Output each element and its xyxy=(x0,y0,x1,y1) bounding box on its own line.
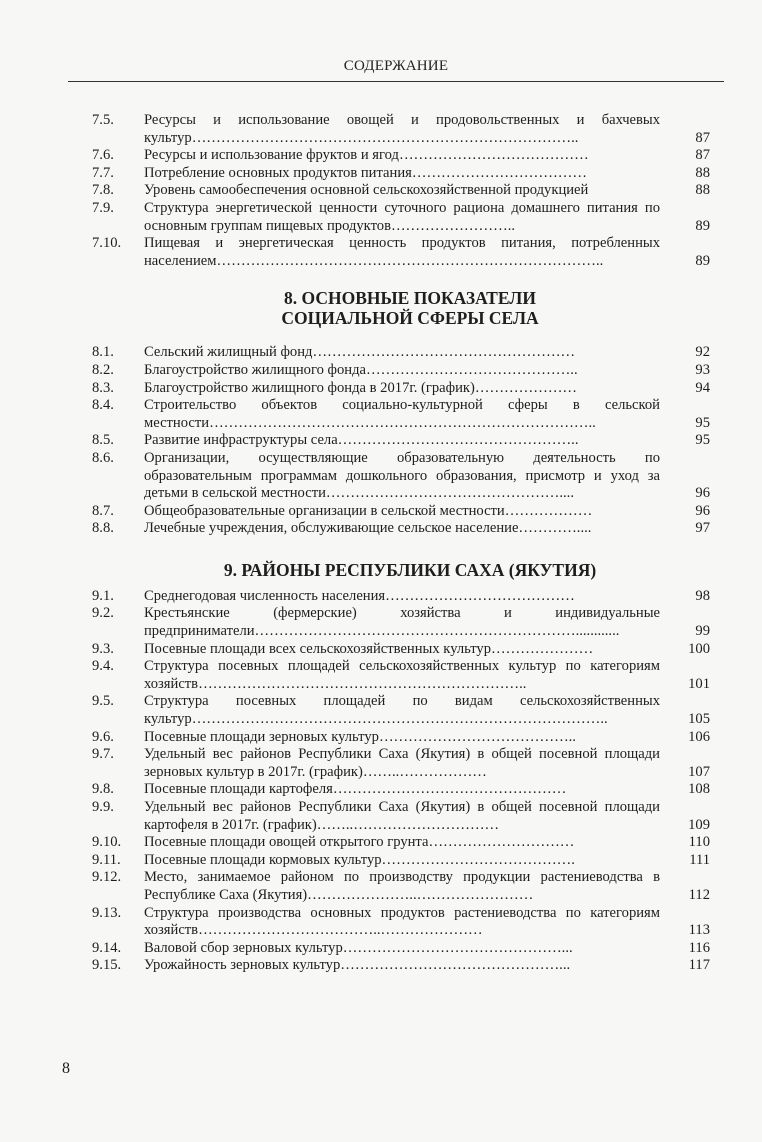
toc-entry[interactable] xyxy=(70,450,710,503)
entry-page: 87 xyxy=(695,129,710,146)
entry-page: 94 xyxy=(695,379,710,396)
entry-number: 9.1. xyxy=(92,587,114,604)
section-8-entries xyxy=(70,344,710,538)
entry-title: Развитие инфраструктуры села………………………………………….. xyxy=(144,432,579,449)
toc-entry[interactable] xyxy=(70,380,710,398)
toc-entry[interactable] xyxy=(70,397,710,432)
entry-number: 9.3. xyxy=(92,640,114,657)
entry-title: Посевные площади овощей открытого грунта………………………… xyxy=(144,834,575,851)
entry-number: 7.6. xyxy=(92,147,114,164)
entry-number: 8.7. xyxy=(92,502,114,519)
entry-number: 7.7. xyxy=(92,164,114,181)
entry-number: 9.12. xyxy=(92,869,122,886)
toc-entry[interactable] xyxy=(70,588,710,606)
entry-page: 98 xyxy=(695,587,710,604)
toc-entry[interactable] xyxy=(70,799,710,834)
entry-page: 95 xyxy=(695,414,710,431)
toc-entry[interactable] xyxy=(70,112,710,147)
entry-page: 101 xyxy=(688,675,710,692)
toc-entry[interactable] xyxy=(70,781,710,799)
section-8-heading xyxy=(110,288,710,328)
entry-page: 107 xyxy=(688,763,710,780)
entry-number: 8.4. xyxy=(92,397,114,414)
entry-title: Строительство объектов социально-культурной сферы в сельской местности…………………………………………………………………….. xyxy=(144,397,660,431)
entry-title: Структура производства основных продуктов растениеводства по категориям хозяйств………………………………..………………… xyxy=(144,904,660,939)
entry-title: Структура посевных площадей по видам сельскохозяйственных культур………………………………………………………………………….. xyxy=(144,693,660,728)
entry-number: 9.6. xyxy=(92,728,114,745)
section-8-title-line-1: 8. ОСНОВНЫЕ ПОКАЗАТЕЛИ xyxy=(284,288,536,309)
entry-number: 9.11. xyxy=(92,851,121,868)
toc-entry[interactable] xyxy=(70,432,710,450)
toc-entry[interactable] xyxy=(70,503,710,521)
toc-entry[interactable] xyxy=(70,658,710,693)
toc-entry[interactable] xyxy=(70,200,710,235)
toc-entry[interactable] xyxy=(70,605,710,640)
page-number: 8 xyxy=(62,1060,70,1077)
entry-number: 7.8. xyxy=(92,182,114,199)
entry-title: Удельный вес районов Республики Саха (Якутия) в общей посевной площади картофеля в 2017г. (график)……..………………………… xyxy=(144,799,660,833)
page-header-title: СОДЕРЖАНИЕ xyxy=(343,58,449,74)
entry-page: 96 xyxy=(695,502,710,519)
entry-number: 7.5. xyxy=(92,112,114,128)
entry-title: Крестьянские (фермерские) хозяйства и индивидуальные предприниматели…………………………………………………………............ xyxy=(144,605,660,640)
entry-page: 109 xyxy=(688,816,710,833)
entry-title: Посевные площади всех сельскохозяйственных культур………………… xyxy=(144,640,594,657)
entry-number: 7.10. xyxy=(92,235,122,252)
toc-entry[interactable] xyxy=(70,165,710,183)
toc-entry[interactable] xyxy=(70,905,710,940)
entry-page: 96 xyxy=(695,485,710,502)
toc-entry[interactable] xyxy=(70,182,710,200)
table-of-contents xyxy=(70,112,710,975)
entry-number: 7.9. xyxy=(92,199,114,216)
entry-title: Среднегодовая численность населения………………………………… xyxy=(144,587,575,604)
toc-entry[interactable] xyxy=(70,957,710,975)
toc-entry[interactable] xyxy=(70,344,710,362)
entry-page: 88 xyxy=(695,182,710,199)
entry-title: Структура энергетической ценности суточного рациона домашнего питания по основным группам пищевых продуктов…………………….. xyxy=(144,199,660,234)
section-8-title-line-2: СОЦИАЛЬНОЙ СФЕРЫ СЕЛА xyxy=(281,308,539,329)
entry-title: Ресурсы и использование фруктов и ягод………………………………… xyxy=(144,147,589,164)
toc-entry[interactable] xyxy=(70,940,710,958)
header-rule xyxy=(68,81,724,82)
entry-page: 92 xyxy=(695,344,710,361)
entry-page: 95 xyxy=(695,432,710,449)
entry-page: 106 xyxy=(688,728,710,745)
entry-number: 9.7. xyxy=(92,746,114,763)
entry-title: Посевные площади картофеля………………………………………… xyxy=(144,781,567,798)
toc-entry[interactable] xyxy=(70,362,710,380)
entry-title: Удельный вес районов Республики Саха (Якутия) в общей посевной площади зерновых культур в 2017г. (график)……..……………… xyxy=(144,746,660,780)
entry-number: 9.15. xyxy=(92,957,122,974)
entry-number: 8.3. xyxy=(92,379,114,396)
toc-entry[interactable] xyxy=(70,869,710,904)
entry-title: Сельский жилищный фонд……………………………………………… xyxy=(144,344,576,361)
entry-title: Посевные площади кормовых культур…………………………………. xyxy=(144,851,575,868)
toc-entry[interactable] xyxy=(70,834,710,852)
toc-entry[interactable] xyxy=(70,729,710,747)
entry-page: 89 xyxy=(695,252,710,269)
entry-title: Благоустройство жилищного фонда в 2017г. (график)………………… xyxy=(144,379,578,396)
entry-number: 9.2. xyxy=(92,605,114,622)
entry-number: 8.8. xyxy=(92,520,114,537)
entry-number: 9.8. xyxy=(92,781,114,798)
entry-number: 9.5. xyxy=(92,693,114,710)
entry-number: 9.9. xyxy=(92,799,114,815)
entry-title: Общеобразовательные организации в сельской местности……………… xyxy=(144,502,593,519)
entry-page: 117 xyxy=(688,957,710,974)
section-9-heading: 9. РАЙОНЫ РЕСПУБЛИКИ САХА (ЯКУТИЯ) xyxy=(223,559,597,580)
entry-page: 111 xyxy=(689,851,710,868)
entry-title: Уровень самообеспечения основной сельскохозяйственной продукцией xyxy=(144,182,589,199)
entry-title: Пищевая и энергетическая ценность продуктов питания, потребленных населением…………………………………………………………………….. xyxy=(144,235,660,269)
entry-title: Посевные площади зерновых культур………………………………….. xyxy=(144,728,576,745)
entry-page: 93 xyxy=(695,361,710,378)
entry-title: Ресурсы и использование овощей и продовольственных и бахчевых культур…………………………………………………………………….. xyxy=(144,112,660,146)
entry-page: 97 xyxy=(695,520,710,537)
entry-title: Место, занимаемое районом по производству продукции растениеводства в Республике Саха (Якутия)…………………..…………………… xyxy=(144,869,660,903)
entry-page: 116 xyxy=(688,939,710,956)
entry-number: 9.10. xyxy=(92,834,122,851)
entry-title: Урожайность зерновых культур………………………………………... xyxy=(144,957,571,974)
entry-title: Благоустройство жилищного фонда…………………………………….. xyxy=(144,361,578,378)
toc-entry[interactable] xyxy=(70,693,710,728)
entry-number: 8.1. xyxy=(92,344,114,361)
entry-number: 9.14. xyxy=(92,939,122,956)
entry-title: Потребление основных продуктов питания……………………………… xyxy=(144,164,587,181)
entry-number: 9.4. xyxy=(92,658,114,675)
entry-title: Лечебные учреждения, обслуживающие сельское население………….... xyxy=(144,520,592,537)
entry-number: 8.2. xyxy=(92,361,114,378)
toc-entry[interactable] xyxy=(70,746,710,781)
entry-number: 8.5. xyxy=(92,432,114,449)
entry-number: 9.13. xyxy=(92,904,122,921)
toc-entry[interactable] xyxy=(70,641,710,659)
entry-page: 100 xyxy=(688,640,710,657)
toc-entry[interactable] xyxy=(70,235,710,270)
entry-page: 88 xyxy=(695,164,710,181)
entry-page: 112 xyxy=(688,886,710,903)
entry-title: Валовой сбор зерновых культур………………………………………... xyxy=(144,939,573,956)
entry-number: 8.6. xyxy=(92,449,114,466)
entry-page: 110 xyxy=(688,834,710,851)
toc-entry[interactable] xyxy=(70,852,710,870)
toc-entry[interactable] xyxy=(70,520,710,538)
entry-page: 87 xyxy=(695,147,710,164)
entry-page: 108 xyxy=(688,781,710,798)
entry-page: 113 xyxy=(688,922,710,939)
toc-entry[interactable] xyxy=(70,147,710,165)
entry-page: 99 xyxy=(695,623,710,640)
entry-page: 105 xyxy=(688,711,710,728)
section-7-entries xyxy=(70,112,710,270)
entry-title: Организации, осуществляющие образовательную деятельность по образовательным программам дошкольного образования, присмотр и уход за детьми в сельской местности………………………………………….... xyxy=(144,449,660,502)
section-9-entries xyxy=(70,588,710,975)
entry-page: 89 xyxy=(695,217,710,234)
entry-title: Структура посевных площадей сельскохозяйственных культур по категориям хозяйств………………………………………………………….. xyxy=(144,658,660,692)
